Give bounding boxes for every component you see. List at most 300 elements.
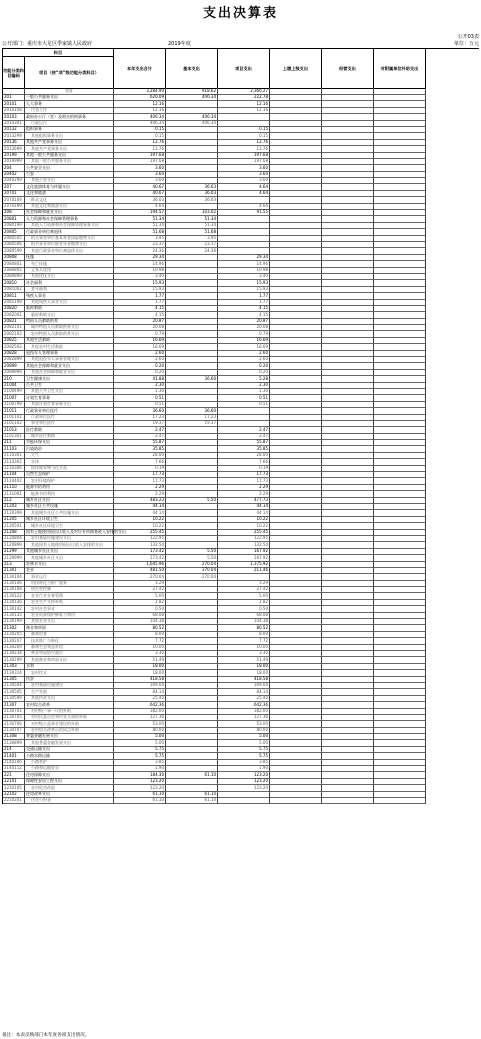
row-total: 132.50 [114,542,166,549]
row-code: 21308 [3,733,25,740]
row-name: 普惠金融发展支出 [25,733,114,740]
row-name: 农村特困人员救助供养支出 [25,331,114,338]
row-project: 197.68 [218,158,270,165]
row-name: 政府办公厅（室）及相关机构事务 [25,114,114,121]
row-total: 1.90 [114,765,166,772]
row-total: 3.40 [114,273,166,280]
row-total: 5.00 [114,740,166,747]
row-project: 10.22 [218,523,270,530]
row-code: 20101 [3,101,25,108]
row-total: 0.51 [114,401,166,408]
row-total: 36.03 [114,197,166,204]
row-name: 残疾人事业 [25,293,114,300]
row-code: 2013699 [3,146,25,153]
header-meta [2,40,479,48]
row-name: 农村综合改革示范试点补助 [25,727,114,734]
row-project: 53.00 [218,721,270,728]
header-operating: 经营支出 [322,49,374,89]
row-name: 城乡社区公共设施 [25,503,114,510]
row-project: 5.00 [218,733,270,740]
row-name: 自然生态保护 [25,471,114,478]
row-total: 0.50 [114,606,166,613]
row-total: 16.69 [114,344,166,351]
row-project: 1.77 [218,299,270,306]
row-project: 0.51 [218,395,270,402]
row-basic: 36.60 [166,408,218,415]
row-total: 10.98 [114,267,166,274]
row-total: 3.60 [114,177,166,184]
row-name: 计划生育事务 [25,395,114,402]
row-project: 18.00 [218,670,270,677]
row-project: 8.00 [218,631,270,638]
row-basic: 51.34 [166,216,218,223]
header-subsidiary: 对附属单位补助支出 [374,49,426,89]
row-name: 合计 [25,88,114,95]
row-code: 2100499 [3,388,25,395]
row-code: 2130135 [3,612,25,619]
row-name: 农业资源保护修复与利用 [25,612,114,619]
row-total: 4.15 [114,305,166,312]
row-name: 其他残疾人事业支出 [25,299,114,306]
row-basic: 24.36 [166,248,218,255]
row-total: 8.00 [114,631,166,638]
row-name: 农业行业业务管理 [25,593,114,600]
row-name: 林业和草原 [25,625,114,632]
row-project: 167.92 [218,548,270,555]
row-total: 3.29 [114,580,166,587]
row-project: 1.77 [218,293,270,300]
row-project: 3.85 [218,759,270,766]
row-total: 0.19 [114,465,166,472]
page-title: 支出决算表 [202,6,278,21]
row-project: 10.00 [218,644,270,651]
row-total: 122.95 [114,535,166,542]
row-basic: 61.10 [166,772,218,779]
row-code: 2130707 [3,727,25,734]
row-name: 能源节约利用 [25,484,114,491]
row-project: 10.98 [218,267,270,274]
row-name: 城乡社区环境卫生 [25,516,114,523]
row-total: 406.34 [114,114,166,121]
row-name: 住房保障支出 [25,772,114,779]
row-code: 21013 [3,427,25,434]
row-project: 3.30 [218,650,270,657]
row-total: 44.14 [114,510,166,517]
row-project: 3.40 [218,273,270,280]
row-code: 2080506 [3,241,25,248]
row-code: 2140106 [3,759,25,766]
row-code: 20811 [3,293,25,300]
row-name: 公路和运输安全 [25,765,114,772]
row-total: 123.20 [114,785,166,792]
row-total: 10.22 [114,516,166,523]
row-code: 20825 [3,337,25,344]
row-total: 14.96 [114,261,166,268]
row-project: 2.82 [218,599,270,606]
row-name: 其他一般公共服务支出 [25,152,114,159]
row-total: 44.14 [114,503,166,510]
row-total: 18.00 [114,670,166,677]
row-code: 2210201 [3,797,25,804]
row-code: 2130705 [3,714,25,721]
row-code: 2130108 [3,586,25,593]
row-total: 20.08 [114,324,166,331]
row-total: 0.15 [114,126,166,133]
row-total: 483.23 [114,497,166,504]
row-code: 2110301 [3,452,25,459]
row-name: 群众文化 [25,197,114,204]
row-code: 2080899 [3,273,25,280]
row-total: 406.34 [114,120,166,127]
row-project: 3.29 [218,580,270,587]
row-total: 123.20 [114,778,166,785]
row-total: 61.10 [114,791,166,798]
row-name: 其他普惠金融发展支出 [25,740,114,747]
row-project: 4.15 [218,312,270,319]
row-project: 14.96 [218,261,270,268]
row-code: 211 [3,439,25,446]
row-total: 197.68 [114,152,166,159]
row-name: 其他城乡社区支出 [25,555,114,562]
row-name: 水体 [25,459,114,466]
row-name: 其他人力资源和社会保障管理事务支出 [25,222,114,229]
row-project: 12.16 [218,101,270,108]
row-total: 481.50 [114,567,166,574]
row-code: 20402 [3,171,25,178]
row-name: 其他退役军人事务管理支出 [25,356,114,363]
row-code: 2140112 [3,765,25,772]
row-project: 1.90 [218,765,270,772]
row-total: 53.00 [114,721,166,728]
row-name: 农村基础设施建设支出 [25,535,114,542]
row-name: 其他共产党事务支出 [25,146,114,153]
row-code: 2130122 [3,593,25,600]
row-basic: 36.03 [166,190,218,197]
row-basic: 270.04 [166,567,218,574]
row-name: 社会保障和就业支出 [25,209,114,216]
row-project: 309.04 [218,682,270,689]
row-code: 2089999 [3,369,25,376]
row-name: 行政单位医疗 [25,414,114,421]
row-name: 住房公积金 [25,797,114,804]
row-code: 212 [3,497,25,504]
row-code: 21301 [3,567,25,574]
row-total: 10.22 [114,523,166,530]
row-code: 21208 [3,529,25,536]
row-project: 0.15 [218,133,270,140]
row-code: 20828 [3,350,25,357]
row-name: 退役军人管理事务 [25,350,114,357]
row-total: 2.29 [114,484,166,491]
row-total: 642.36 [114,702,166,709]
row-basic: 406.34 [166,114,218,121]
row-name: 死亡抚恤 [25,261,114,268]
row-name: 公路水路运输 [25,753,114,760]
row-total: 36.60 [114,408,166,415]
row-total: 17.73 [114,478,166,485]
row-name: 公共卫生 [25,382,114,389]
row-total: 40.67 [114,184,166,191]
row-total: 2.29 [114,491,166,498]
row-project: 0.15 [218,126,270,133]
row-name: 其他农业支出 [25,618,114,625]
row-total: 104.38 [114,618,166,625]
row-name: 公安 [25,171,114,178]
row-project: 132.50 [218,542,270,549]
row-name: 对村级一事一议的补助 [25,708,114,715]
row-total: 255.45 [114,529,166,536]
row-basic: 5.50 [166,548,218,555]
row-code: 2130706 [3,721,25,728]
row-basic: 406.34 [166,94,218,101]
row-code: 2010301 [3,120,25,127]
row-project: 5.75 [218,746,270,753]
row-project: 16.69 [218,337,270,344]
row-name: 其他生活救助 [25,337,114,344]
row-project: 68.08 [218,612,270,619]
row-total: 309.04 [114,682,166,689]
row-project: 2.29 [218,484,270,491]
row-basic: 51.68 [166,229,218,236]
row-name: 农村社会事业 [25,606,114,613]
row-name: 对村级公益事业建设的补助 [25,721,114,728]
row-project: 35.85 [218,446,270,453]
row-code: 20132 [3,126,25,133]
year-label: 2019年度 [168,41,191,47]
row-basic: 3.95 [166,235,218,242]
row-project: 197.68 [218,152,270,159]
row-name: 交通运输支出 [25,746,114,753]
row-project: 7.66 [218,459,270,466]
row-name: 农村综合改革 [25,702,114,709]
row-name: 病虫害控制 [25,586,114,593]
row-code: 2013299 [3,133,25,140]
row-code: 213 [3,561,25,568]
row-code: 20810 [3,280,25,287]
row-basic: 23.37 [166,241,218,248]
row-name: 污染防治 [25,446,114,453]
row-code: 22102 [3,791,25,798]
row-name: 科技转化与推广服务 [25,580,114,587]
row-code: 21004 [3,382,25,389]
row-total: 2.60 [114,356,166,363]
row-code: 201 [3,94,25,101]
row-basic: 61.10 [166,797,218,804]
row-project: 15.93 [218,280,270,287]
row-name: 组织事务 [25,126,114,133]
row-code: 2082101 [3,324,25,331]
table-header [2,48,479,88]
header-name: 项目（按“项”级功能分类科目） [25,57,114,89]
row-total: 10.00 [114,644,166,651]
row-name: 临时救助支出 [25,312,114,319]
row-code: 2120804 [3,535,25,542]
row-basic: 5.50 [166,497,218,504]
row-total: 15.93 [114,280,166,287]
row-code: 20808 [3,254,25,261]
row-project: 2.60 [218,350,270,357]
row-total: 2.30 [114,388,166,395]
row-code: 2100799 [3,401,25,408]
row-total: 40.67 [114,190,166,197]
row-project: 3.60 [218,171,270,178]
row-project: 25.40 [218,695,270,702]
row-total: 25.40 [114,695,166,702]
row-project [218,797,270,804]
row-project: 18.00 [218,663,270,670]
row-operating [322,797,374,804]
row-total: 80.00 [114,727,166,734]
row-project: 211.46 [218,567,270,574]
row-basic: 51.34 [166,222,218,229]
row-code: 2082102 [3,331,25,338]
row-name: 农业 [25,567,114,574]
row-total: 41.88 [114,376,166,383]
row-name: 住房改革支出 [25,791,114,798]
row-project: 2,366.27 [218,88,270,95]
row-code: 2210105 [3,785,25,792]
row-code: 21203 [3,503,25,510]
row-code: 21104 [3,471,25,478]
row-code: 2130899 [3,740,25,747]
row-total: 3.30 [114,650,166,657]
row-name: 其他优抚支出 [25,273,114,280]
row-name: 扶贫 [25,676,114,683]
row-total: 51.34 [114,222,166,229]
row-project: 27.42 [218,586,270,593]
row-total: 127.36 [114,714,166,721]
row-total: 12.16 [114,101,166,108]
row-total: 5.75 [114,746,166,753]
row-project: 0.50 [218,606,270,613]
row-total: 2.47 [114,427,166,434]
row-total: 5.00 [114,733,166,740]
row-project: 642.36 [218,702,270,709]
row-total: 84.14 [114,689,166,696]
row-code: 20136 [3,139,25,146]
row-code: 2080199 [3,222,25,229]
row-code: 21011 [3,408,25,415]
row-project: 3.60 [218,177,270,184]
row-project: 91.55 [218,209,270,216]
row-code: 20199 [3,152,25,159]
row-name: 其他国有土地使用权出让收入安排的支出 [25,542,114,549]
row-name: 其他组织事务支出 [25,133,114,140]
row-code: 21401 [3,753,25,760]
row-code: 2019999 [3,158,25,165]
row-name: 其他城乡社区支出 [25,548,114,555]
row-total: 7.66 [114,459,166,466]
row-code: 22101 [3,778,25,785]
row-name: 其他农村生活救助 [25,344,114,351]
row-name: 节能环保支出 [25,439,114,446]
row-name: 卫生健康支出 [25,376,114,383]
row-project: 20.87 [218,318,270,325]
row-project: 4.15 [218,305,270,312]
row-name: 农村危房改造 [25,785,114,792]
row-basic: 270.04 [166,561,218,568]
unit-label: 单位：万元 [453,41,479,47]
row-code: 21307 [3,702,25,709]
row-total: 16.69 [114,337,166,344]
row-total: 12.16 [114,107,166,114]
row-code: 2082001 [3,312,25,319]
row-total: 17.23 [114,414,166,421]
row-basic: 17.23 [166,414,218,421]
row-project: 3.60 [218,165,270,172]
row-name: 其他行政事业单位离退休支出 [25,248,114,255]
row-total: 0.79 [114,331,166,338]
row-name: 农村基础设施建设 [25,682,114,689]
row-name: 其他社会保障和就业支出 [25,369,114,376]
row-name: 森林生态效益补偿 [25,644,114,651]
row-code: 21302 [3,625,25,632]
row-code: 21007 [3,395,25,402]
row-name: 其他社会保障和就业支出 [25,363,114,370]
row-name: 社会福利 [25,280,114,287]
row-upper [270,797,322,804]
row-project: 255.45 [218,529,270,536]
row-code: 21110 [3,484,25,491]
row-project: 0.20 [218,369,270,376]
row-total: 27.42 [114,586,166,593]
row-project: 122.95 [218,535,270,542]
row-total: 3.60 [114,171,166,178]
row-total: 173.42 [114,548,166,555]
row-code: 210 [3,376,25,383]
table-code: 公开03表 [457,34,479,40]
row-code: 221 [3,772,25,779]
row-project: 28.00 [218,452,270,459]
row-total: 68.08 [114,612,166,619]
row-code: 2120399 [3,510,25,517]
row-project: 84.14 [218,689,270,696]
table-row [3,797,480,803]
row-code: 20801 [3,216,25,223]
row-basic: 36.03 [166,184,218,191]
row-code: 20899 [3,363,25,370]
row-total: 173.42 [114,555,166,562]
row-project: 477.73 [218,497,270,504]
row-project: 0.20 [218,363,270,370]
row-name: 林业草原防灾减灾 [25,650,114,657]
row-project: 2.47 [218,433,270,440]
row-code: 2081199 [3,299,25,306]
row-code: 2070109 [3,197,25,204]
row-total: 620.09 [114,94,166,101]
row-basic: 5.50 [166,555,218,562]
row-code: 2110402 [3,478,25,485]
row-project: 0.51 [218,401,270,408]
row-project: 5.00 [218,740,270,747]
row-basic: 61.10 [166,791,218,798]
row-code: 21299 [3,548,25,555]
row-project: 5.75 [218,753,270,760]
row-basic: 36.03 [166,197,218,204]
header-code: 功能分类科目编码 [3,57,25,89]
row-name: 抚恤 [25,254,114,261]
footnote: 备注：本表反映部门本年度各项支出情况。 [2,1033,90,1038]
row-name: 其他林业和草原支出 [25,657,114,664]
row-total: 12.76 [114,139,166,146]
row-total: 0.51 [114,395,166,402]
row-project: 0.79 [218,331,270,338]
row-name: 文化旅游体育与传媒支出 [25,184,114,191]
row-project: 51.49 [218,657,270,664]
row-code: 2130701 [3,708,25,715]
row-code: 204 [3,165,25,172]
row-name: 其他文化和旅游支出 [25,203,114,210]
